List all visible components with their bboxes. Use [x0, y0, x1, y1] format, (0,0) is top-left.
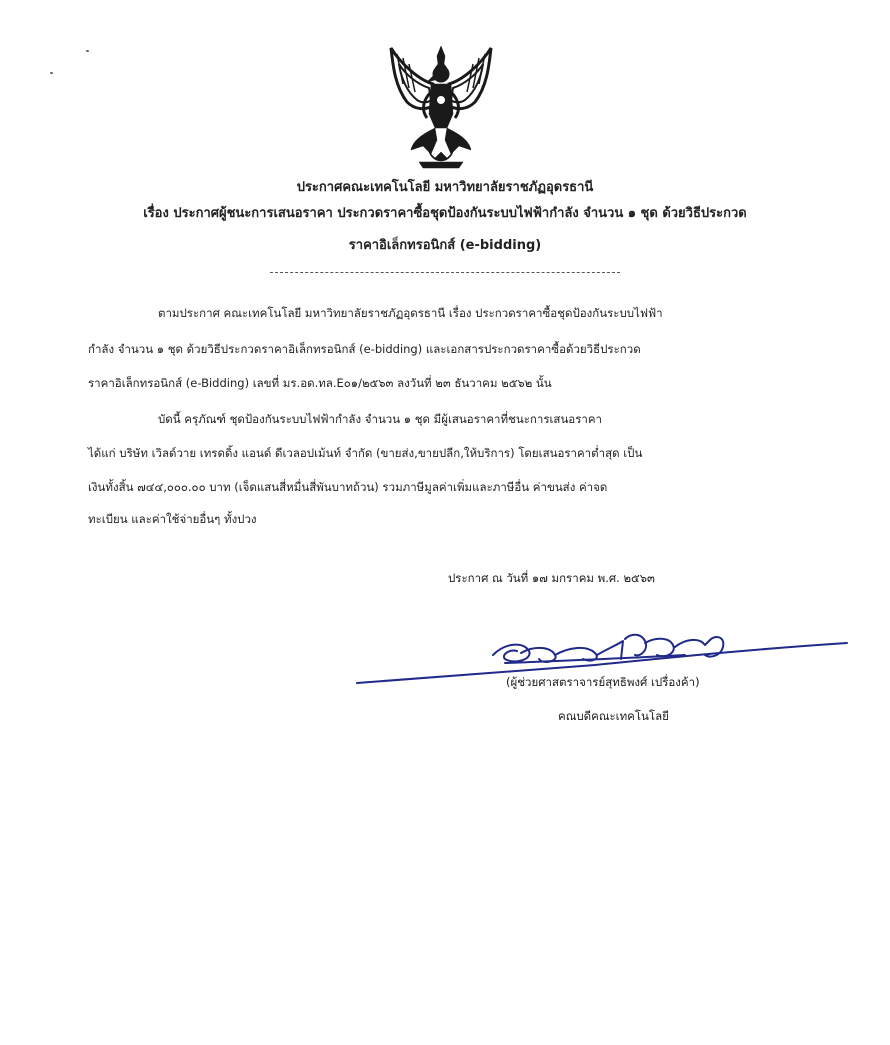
scan-speck: [86, 50, 89, 52]
header-divider: [270, 272, 620, 273]
body-line-6: เงินทั้งสิ้น ๗๔๔,๐๐๐.๐๐ บาท (เจ็ดแสนสี่หมื่นสี่พันบาทถ้วน) รวมภาษีมูลค่าเพิ่มและภาษีอื่น ค่าขนส่ง ค่าจด: [88, 480, 608, 494]
body-line-1: ตามประกาศ คณะเทคโนโลยี มหาวิทยาลัยราชภัฏอุดรธานี เรื่อง ประกวดราคาซื้อชุดป้องกันระบบไฟฟ้า: [158, 306, 663, 320]
body-line-7: ทะเบียน และค่าใช้จ่ายอื่นๆ ทั้งปวง: [88, 512, 257, 526]
announcement-subject: เรื่อง ประกาศผู้ชนะการเสนอราคา ประกวดราคาซื้อชุดป้องกันระบบไฟฟ้ากำลัง จำนวน ๑ ชุด ด้วยวิธีประกวด: [143, 206, 747, 221]
scan-speck: [50, 72, 53, 74]
signer-name: (ผู้ช่วยศาสตราจารย์สุทธิพงศ์ เปรื่องค้า): [506, 675, 700, 689]
body-line-3: ราคาอิเล็กทรอนิกส์ (e-Bidding) เลขที่ มร.อด.ทล.E๐๑/๒๕๖๓ ลงวันที่ ๒๓ ธันวาคม ๒๕๖๒ นั้น: [88, 376, 552, 390]
garuda-emblem-icon: [383, 44, 499, 172]
announcement-subject-continued: ราคาอิเล็กทรอนิกส์ (e-bidding): [348, 238, 542, 253]
body-line-2: กำลัง จำนวน ๑ ชุด ด้วยวิธีประกวดราคาอิเล็กทรอนิกส์ (e-bidding) และเอกสารประกวดราคาซื้อด้วยวิธีประกวด: [88, 342, 641, 356]
announcement-date: ประกาศ ณ วันที่ ๑๗ มกราคม พ.ศ. ๒๕๖๓: [448, 571, 655, 585]
body-line-4: บัดนี้ ครุภัณฑ์ ชุดป้องกันระบบไฟฟ้ากำลัง จำนวน ๑ ชุด มีผู้เสนอราคาที่ชนะการเสนอราคา: [158, 412, 603, 426]
announcement-title: ประกาศคณะเทคโนโลยี มหาวิทยาลัยราชภัฏอุดรธานี: [296, 180, 594, 195]
signer-title: คณบดีคณะเทคโนโลยี: [558, 709, 669, 723]
body-line-5: ได้แก่ บริษัท เวิลด์วาย เทรดดิ้ง แอนด์ ดีเวลอปเม้นท์ จำกัด (ขายส่ง,ขายปลีก,ให้บริการ) โดยเสนอราคาต่ำสุด เป็น: [88, 446, 643, 460]
